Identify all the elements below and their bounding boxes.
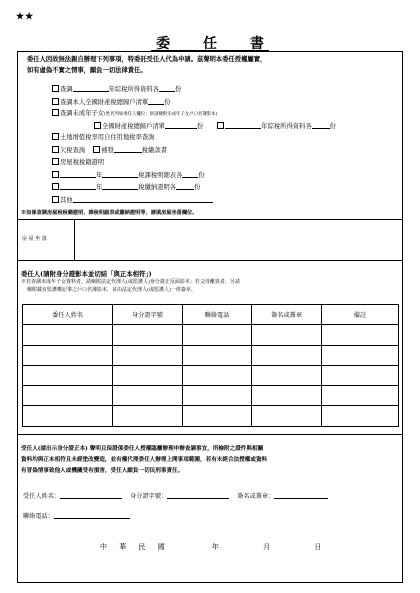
table-cell[interactable] — [113, 345, 183, 365]
divider — [17, 434, 403, 435]
principal-note-2: 檢附載有監護權記事之戶口名簿影本，並由法定代理人(或監護人)一併簽章。 — [27, 287, 196, 293]
agent-statement-line-2: 資料均與正本相符且未經塗改變造，並有權代理委任人辦理上開事項範圍，若有未經合法授權或資料 — [21, 457, 268, 463]
checkbox-tax-paid[interactable] — [52, 183, 59, 190]
checkbox-supplement[interactable] — [93, 146, 100, 153]
table-cell[interactable] — [113, 365, 183, 385]
tax-paid-year-blank[interactable] — [60, 182, 96, 190]
table-cell[interactable] — [252, 345, 322, 365]
intro-line-2: 如有虛偽不實之情事，願負一切法律責任。 — [27, 67, 147, 74]
agent-statement-line-1: 受任人(請出示身分證正本) 聲明且保證係委任人授權臨櫃辦理申辦查調事宜，所檢附之證件與相關 — [21, 446, 264, 452]
star-marks: ★★ — [16, 12, 35, 22]
house-note: ※如係查調房屋稅稅籍證明、課稅明細表或繳納證明等，請填房屋坐落欄位。 — [21, 210, 198, 216]
table-cell[interactable] — [321, 325, 398, 345]
income-copies-blank[interactable] — [159, 84, 175, 92]
option-minor[interactable]: 查調未成年子女(姓名列如委任人欄位；併請檢附未成年子女戶口名簿影本) — [52, 109, 217, 119]
column-header: 委任人姓名 — [23, 305, 113, 325]
checkbox-arrears[interactable] — [52, 146, 59, 153]
tax-detail-year-blank[interactable] — [60, 170, 96, 178]
tax-paid-copies-blank[interactable] — [176, 182, 194, 190]
table-cell[interactable] — [252, 406, 322, 426]
table-cell[interactable] — [182, 406, 252, 426]
table-cell[interactable] — [321, 406, 398, 426]
minor-property-blank[interactable] — [165, 121, 197, 129]
option-house[interactable]: 房屋稅稅籍證明 — [52, 158, 104, 167]
option-income[interactable]: 查調 年綜稅所得資料各 份 — [52, 84, 181, 94]
option-property[interactable]: 查調本人全國財產稅總歸戶清單 份 — [52, 97, 170, 107]
option-tax-detail[interactable]: 年 稅課稅明細表各 份 — [52, 170, 205, 180]
agent-statement-line-3: 有冒偽情事致他人或機關受有損害，受任人願負一切民刑事責任。 — [21, 468, 184, 474]
table-cell[interactable] — [182, 386, 252, 406]
column-header: 備註 — [321, 305, 398, 325]
table-row — [23, 345, 399, 365]
date-year: 年 — [211, 543, 219, 551]
other-blank[interactable] — [73, 195, 213, 203]
income-year-blank[interactable] — [73, 84, 109, 92]
option-land[interactable]: 土地增值稅享用自住用地稅率查詢 — [52, 133, 154, 142]
checkbox-income[interactable] — [52, 85, 59, 92]
divider — [17, 260, 403, 261]
date-day: 日 — [314, 543, 322, 551]
checkbox-tax-detail[interactable] — [52, 171, 59, 178]
tax-paid-type-blank[interactable] — [102, 182, 138, 190]
column-header: 簽名或蓋章 — [252, 305, 322, 325]
principal-title: 委任人(請附身分證影本並切結「與正本相符」) — [21, 270, 152, 278]
house-location-label: 房 屋 坐 落 — [22, 236, 47, 242]
agent-sign-field[interactable] — [274, 491, 328, 499]
agent-id-label: 身分證字號： — [130, 493, 168, 500]
column-header: 聯絡電話 — [182, 305, 252, 325]
table-cell[interactable] — [113, 386, 183, 406]
checkbox-minor-income[interactable] — [217, 122, 224, 129]
intro-line-1: 委任人因故無法親自辦理下列事項，特委託受任人代為申請。茲聲明本委任授權屬實， — [27, 56, 267, 63]
agent-fields-row — [23, 491, 328, 500]
table-cell[interactable] — [23, 365, 113, 385]
table-row — [23, 365, 399, 385]
table-cell[interactable] — [321, 386, 398, 406]
agent-sign-label: 簽名或蓋章： — [237, 493, 275, 500]
table-cell[interactable] — [321, 365, 398, 385]
option-other[interactable]: 其他 — [52, 195, 213, 205]
agent-name-label: 受任人姓名： — [23, 493, 61, 500]
tax-detail-copies-blank[interactable] — [182, 170, 198, 178]
agent-phone-field[interactable] — [54, 511, 130, 519]
table-header — [23, 305, 399, 325]
table-cell[interactable] — [113, 325, 183, 345]
checkbox-minor-property[interactable] — [94, 122, 101, 129]
column-header: 身分證字號 — [113, 305, 183, 325]
date-row — [100, 542, 321, 552]
table-cell[interactable] — [23, 325, 113, 345]
date-month: 月 — [263, 543, 271, 551]
table-row — [23, 406, 399, 426]
table-cell[interactable] — [252, 386, 322, 406]
table-cell[interactable] — [182, 345, 252, 365]
tax-detail-type-blank[interactable] — [102, 170, 138, 178]
table-cell[interactable] — [252, 325, 322, 345]
page-title: 委 任 書 — [156, 36, 278, 52]
checkbox-land[interactable] — [52, 133, 59, 140]
checkbox-property[interactable] — [52, 98, 59, 105]
agent-id-field[interactable] — [167, 491, 229, 499]
principal-table — [22, 304, 399, 427]
agent-phone-label: 聯絡電話： — [23, 513, 54, 520]
property-copies-blank[interactable] — [148, 97, 164, 105]
table-cell[interactable] — [113, 406, 183, 426]
minor-income-copies-blank[interactable] — [312, 121, 330, 129]
agent-name-field[interactable] — [60, 491, 122, 499]
option-minor-sub[interactable]: 全國財產稅總歸戶清單 份 年綜稅所得資料各 份 — [94, 121, 336, 131]
checkbox-other[interactable] — [52, 196, 59, 203]
house-location-field[interactable] — [75, 220, 402, 259]
table-cell[interactable] — [182, 365, 252, 385]
principal-note-1: ※若查調未成年子女資料者，請檢附法定代理人(或監護人)身分證正反面影本；若父母離異者，另請 — [21, 279, 240, 285]
checkbox-minor[interactable] — [52, 109, 59, 116]
option-tax-paid[interactable]: 年 稅繳納證明各 份 — [52, 182, 200, 192]
checkbox-house[interactable] — [52, 158, 59, 165]
option-arrears[interactable]: 欠稅查詢 補發 稅繳款書 — [52, 145, 167, 155]
agent-phone-row — [23, 511, 130, 520]
table-cell[interactable] — [23, 345, 113, 365]
supplement-blank[interactable] — [114, 145, 142, 153]
date-roc: 中 華 民 國 — [100, 543, 170, 551]
agent-title: 受任人(請出示身分證正本) — [21, 446, 88, 452]
minor-income-year-blank[interactable] — [225, 121, 261, 129]
table-cell[interactable] — [23, 386, 113, 406]
table-row — [23, 325, 399, 345]
table-cell[interactable] — [182, 325, 252, 345]
table-cell[interactable] — [321, 345, 398, 365]
table-row — [23, 386, 399, 406]
table-cell[interactable] — [252, 365, 322, 385]
table-cell[interactable] — [23, 406, 113, 426]
